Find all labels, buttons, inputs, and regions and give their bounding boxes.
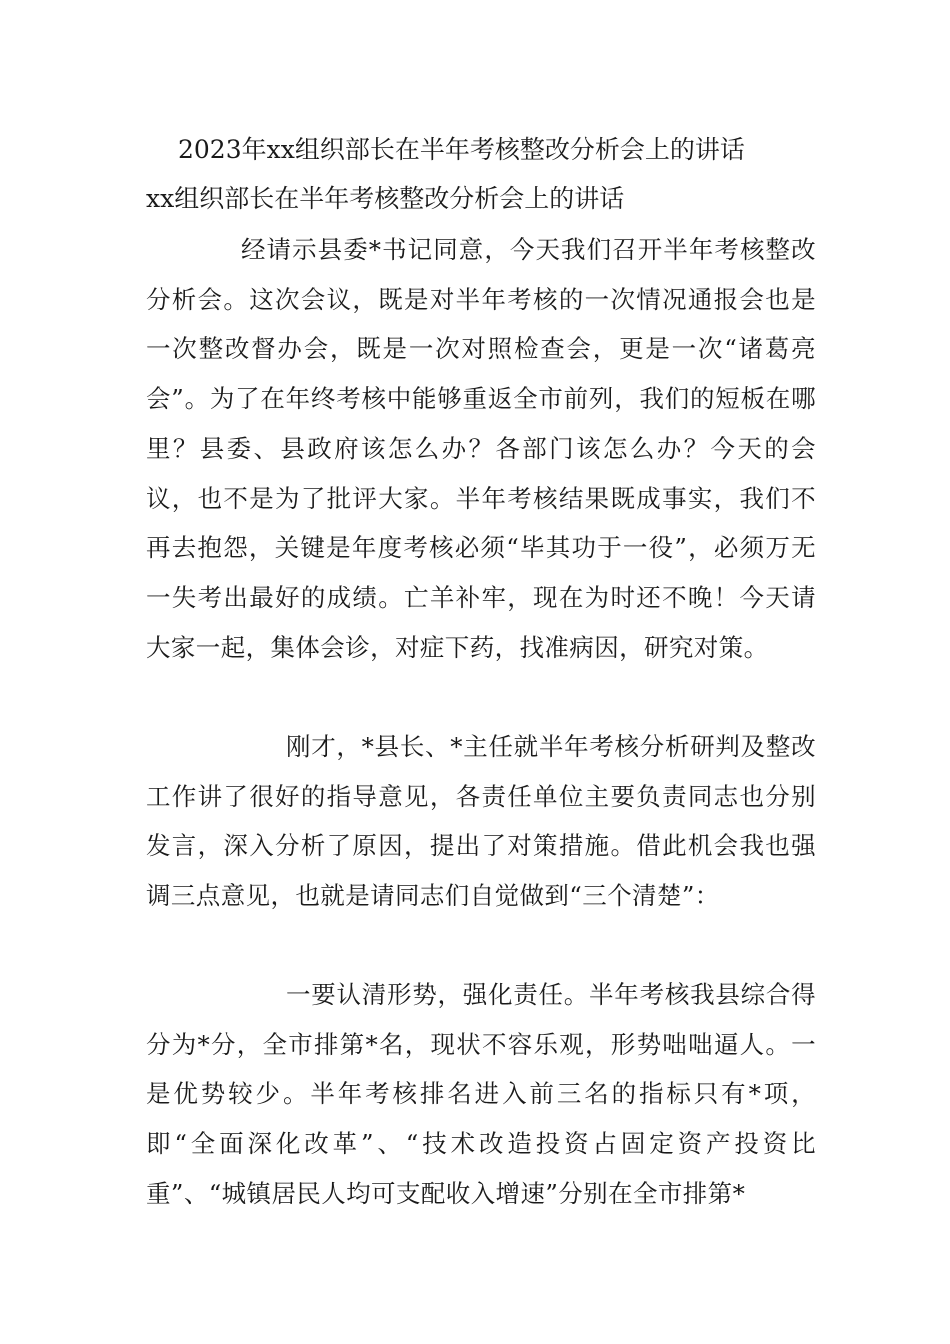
document-subtitle: xx组织部长在半年考核整改分析会上的讲话	[146, 184, 625, 213]
paragraph-3: 一要认清形势，强化责任。半年考核我县综合得分为*分，全市排第*名，现状不容乐观，形势咄咄逼人。一是优势较少。半年考核排名进入前三名的指标只有*项，即“全面深化改革”、“技术改造投资占固定资产投资比重”、“城镇居民人均可支配收入增速”分别在全市排第*	[146, 980, 816, 1208]
paragraph-1: 经请示县委*书记同意，今天我们召开半年考核整改分析会。这次会议，既是对半年考核的一次情况通报会也是一次整改督办会，既是一次对照检查会，更是一次“诸葛亮会”。为了在年终考核中能够重返全市前列，我们的短板在哪里？县委、县政府该怎么办？各部门该怎么办？今天的会议，也不是为了批评大家。半年考核结果既成事实，我们不再去抱怨，关键是年度考核必须“毕其功于一役”，必须万无一失考出最好的成绩。亡羊补牢，现在为时还不晚！今天请大家一起，集体会诊，对症下药，找准病因，研究对策。	[146, 235, 816, 662]
paragraph-2: 刚才，*县长、*主任就半年考核分析研判及整改工作讲了很好的指导意见，各责任单位主要负责同志也分别发言，深入分析了原因，提出了对策措施。借此机会我也强调三点意见，也就是请同志们自觉做到“三个清楚”：	[146, 732, 816, 911]
document-title: 2023年xx组织部长在半年考核整改分析会上的讲话	[178, 135, 745, 164]
